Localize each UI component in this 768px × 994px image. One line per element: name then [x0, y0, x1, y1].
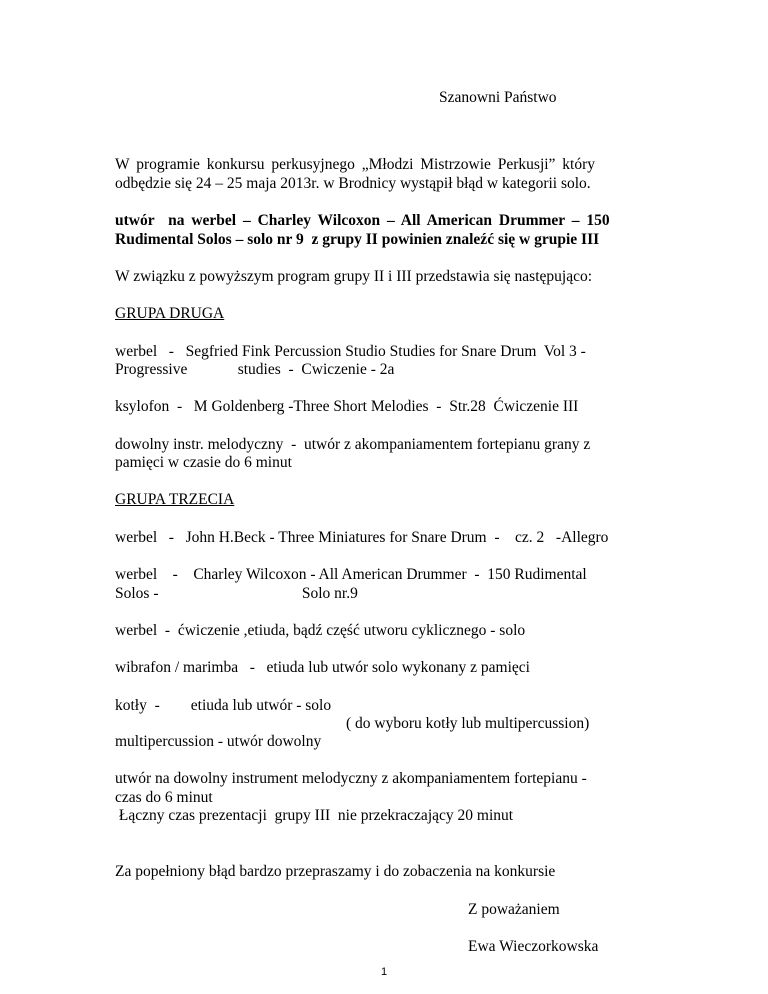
- group3-item-timpani-line-3: multipercussion - utwór dowolny: [115, 733, 322, 750]
- group3-item-melodic-line-2: czas do 6 minut: [115, 789, 213, 806]
- consequence-text: W związku z powyższym program grupy II i III przedstawia się następująco:: [115, 268, 593, 285]
- group3-item-timpani-line-2: ( do wyboru kotły lub multipercussion): [346, 715, 590, 732]
- signature-name: Ewa Wieczorkowska: [468, 938, 599, 955]
- group3-item-vibraphone: wibrafon / marimba - etiuda lub utwór solo wykonany z pamięci: [115, 659, 530, 676]
- group3-item-melodic-line-1: utwór na dowolny instrument melodyczny z akompaniamentem fortepianu -: [115, 770, 587, 787]
- group2-item-xylophone: ksylofon - M Goldenberg -Three Short Melodies - Str.28 Ćwiczenie III: [115, 398, 579, 415]
- group2-item-snare-line-2: Progressive studies - Cwiczenie - 2a: [115, 361, 395, 378]
- intro-line-2: odbędzie się 24 – 25 maja 2013r. w Brodnicy wystąpił błąd w kategorii solo.: [115, 175, 591, 192]
- group3-heading: GRUPA TRZECIA: [115, 491, 235, 508]
- salutation: Szanowni Państwo: [439, 89, 557, 106]
- group3-item-etude: werbel - ćwiczenie ,etiuda, bądź część utworu cyklicznego - solo: [115, 622, 526, 639]
- group2-item-melodic-line-2: pamięci w czasie do 6 minut: [115, 454, 292, 471]
- group3-item-wilcoxon-line-2: Solos - Solo nr.9: [115, 585, 358, 602]
- page-number: 1: [381, 966, 388, 978]
- closing-text: Z poważaniem: [468, 901, 560, 918]
- notice-line-1: utwór na werbel – Charley Wilcoxon – All American Drummer – 150: [115, 212, 610, 229]
- group3-item-beck: werbel - John H.Beck - Three Miniatures for Snare Drum - cz. 2 -Allegro: [115, 529, 609, 546]
- group3-total-time: Łączny czas prezentacji grupy III nie przekraczający 20 minut: [115, 807, 514, 824]
- group2-heading: GRUPA DRUGA: [115, 305, 225, 322]
- group2-item-snare-line-1: werbel - Segfried Fink Percussion Studio Studies for Snare Drum Vol 3 -: [115, 343, 586, 360]
- group3-item-timpani-line-1: kotły - etiuda lub utwór - solo: [115, 697, 332, 714]
- notice-line-2: Rudimental Solos – solo nr 9 z grupy II powinien znaleźć się w grupie III: [115, 231, 600, 248]
- group3-item-wilcoxon-line-1: werbel - Charley Wilcoxon - All American Drummer - 150 Rudimental: [115, 566, 587, 583]
- intro-line-1: W programie konkursu perkusyjnego „Młodzi Mistrzowie Perkusji” który: [115, 156, 596, 173]
- group2-item-melodic-line-1: dowolny instr. melodyczny - utwór z akompaniamentem fortepianu grany z: [115, 436, 591, 453]
- apology-text: Za popełniony błąd bardzo przepraszamy i do zobaczenia na konkursie: [115, 863, 556, 880]
